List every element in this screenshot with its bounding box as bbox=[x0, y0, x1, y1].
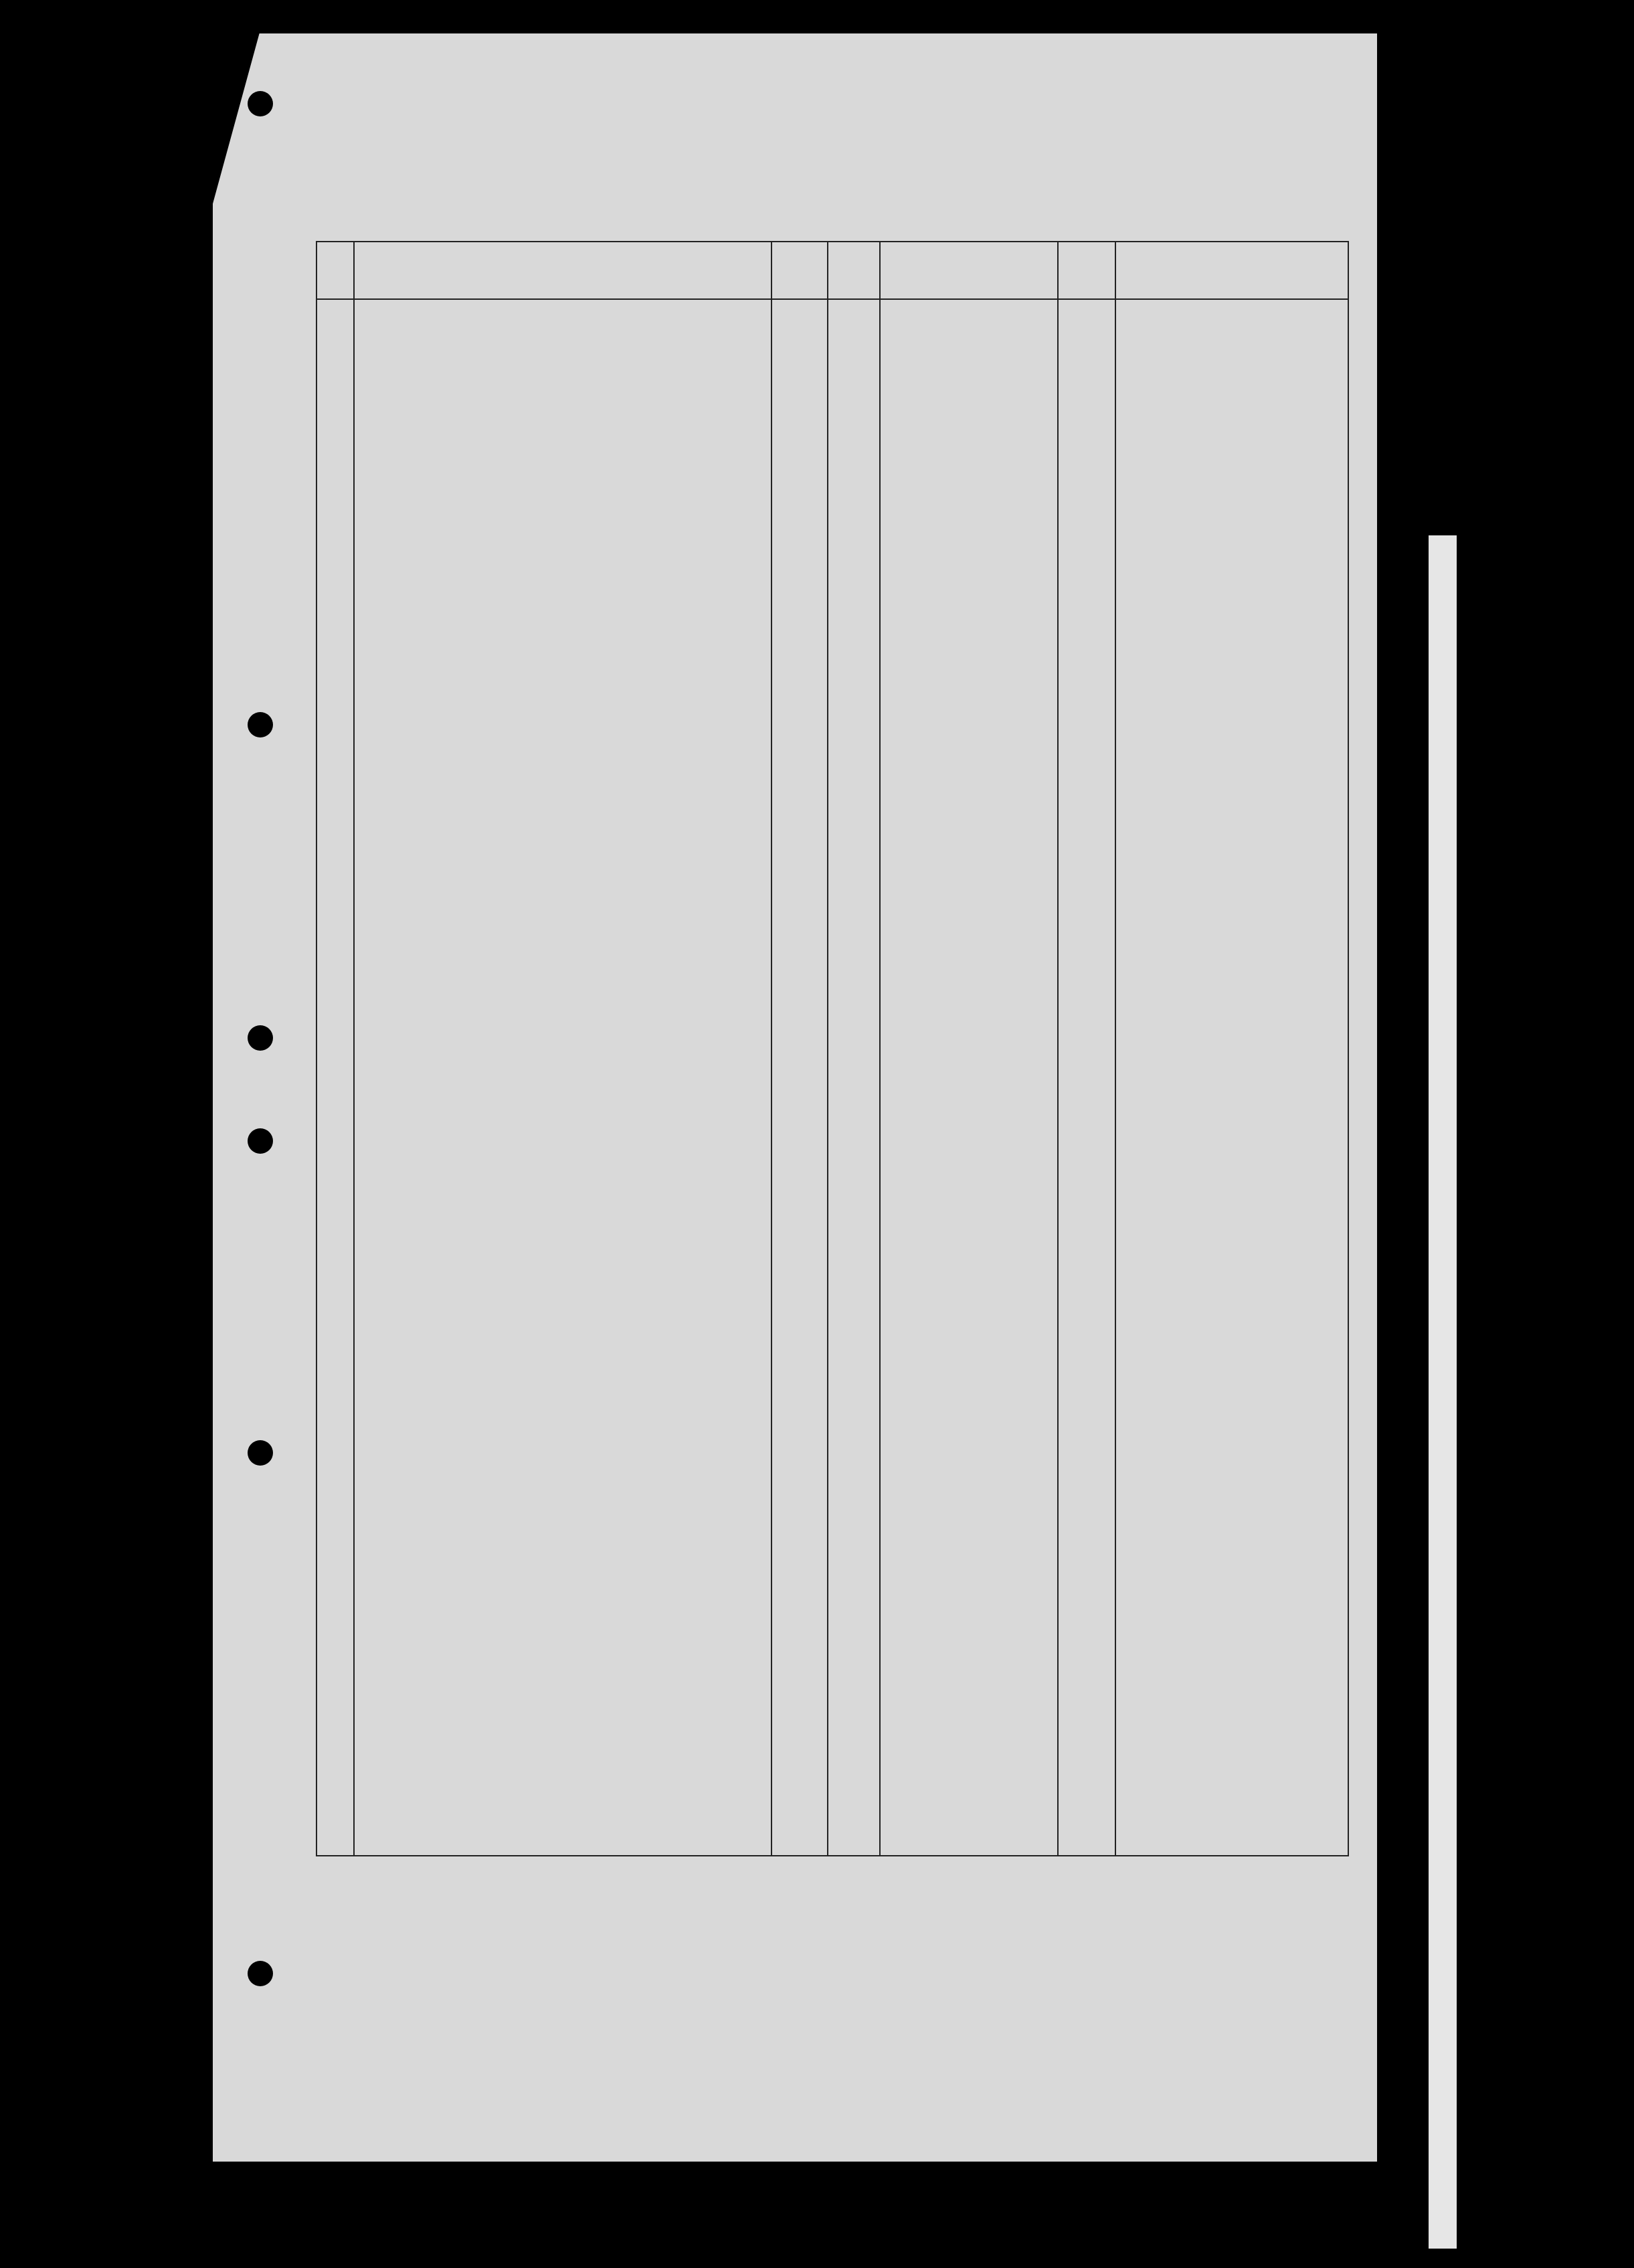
manifest-table bbox=[316, 241, 1349, 1856]
binder-hole bbox=[248, 1025, 273, 1051]
paper-strip bbox=[1429, 535, 1457, 2249]
binder-hole bbox=[248, 712, 273, 737]
binder-hole bbox=[248, 1961, 273, 1986]
binder-hole bbox=[248, 1440, 273, 1466]
binder-hole bbox=[248, 1128, 273, 1154]
binder-hole bbox=[248, 91, 273, 116]
